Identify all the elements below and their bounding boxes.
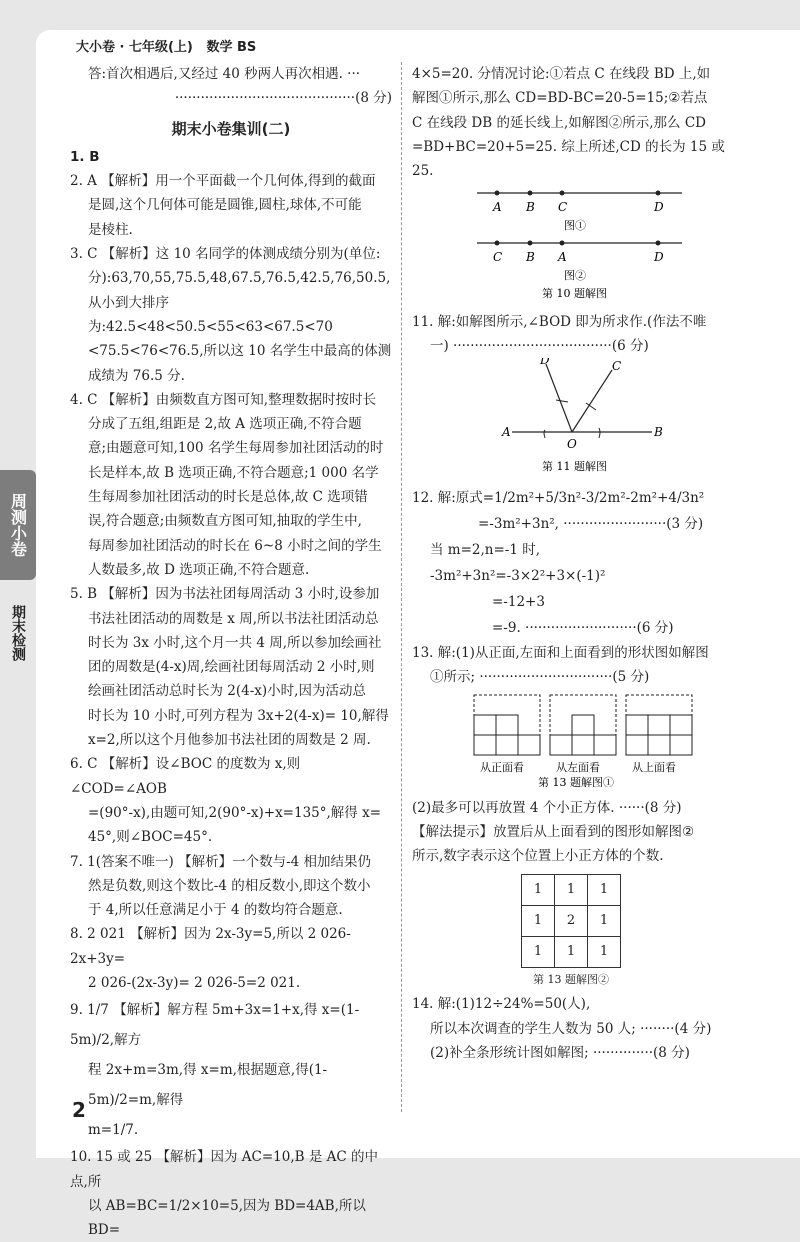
q5 [70, 582, 392, 752]
fig11-label-o: O [567, 437, 577, 452]
q12 [412, 485, 730, 641]
side-tab [0, 470, 36, 680]
fig10-label: D [654, 250, 664, 265]
q4-line: 长是样本,故 B 选项正确,不符合题意;1 000 名学 [88, 464, 379, 481]
q14-line: (2)补全条形统计图如解图; ··············(8 分) [430, 1045, 690, 1062]
q12-line: 12. 解:原式=1/2m²+5/3n²-3/2m²-2m²+4/3n² [412, 489, 705, 506]
fig13a-label-front: 从正面看 [480, 761, 524, 775]
q14-line: 所以本次调查的学生人数为 50 人; ········(4 分) [430, 1020, 712, 1037]
q3-line: 分):63,70,55,75.5,48,67.5,76.5,42.5,76,50.5, [88, 270, 391, 287]
q7-line: 7. 1(答案不唯一) 【解析】一个数与-4 相加结果仍 [70, 853, 372, 870]
grid-cell: 1 [522, 875, 555, 906]
q5-line: 时长为 10 小时,可列方程为 3x+2(4-x)= 10,解得 [88, 707, 389, 724]
q5-line: 绘画社团活动总时长为 2(4-x)小时,因为活动总 [88, 683, 366, 700]
q3-line: 3. C 【解析】这 10 名同学的体测成绩分别为(单位: [70, 246, 381, 263]
q9-line: m=1/7. [88, 1122, 139, 1139]
fig10-label: B [526, 250, 535, 265]
q10-continued [412, 62, 730, 183]
q5-line: 书法社团活动的周数是 x 周,所以书法社团活动总 [88, 610, 379, 627]
fig11-label-c: C [612, 359, 622, 374]
fig10-label: A [493, 200, 502, 215]
fig11-arc [599, 428, 600, 438]
q3 [70, 242, 392, 388]
fig10-point [560, 191, 565, 196]
q4-line: 分成了五组,组距是 2,故 A 选项正确,不符合题 [88, 416, 362, 433]
q13b-hint: 【解法提示】放置后从上面看到的图形如解图② [412, 823, 695, 840]
q9 [70, 995, 392, 1145]
grid-cell: 1 [588, 906, 621, 937]
q4 [70, 388, 392, 582]
fig10-sub2: 图② [564, 269, 586, 283]
fig10-label: B [526, 200, 535, 215]
view-left [550, 695, 616, 755]
fig11-arc [544, 430, 545, 438]
fig10-point [495, 241, 500, 246]
header-title: 大小卷 · 七年级(上) [76, 40, 193, 55]
q3-line: <75.5<76<76.5,所以这 10 名学生中最高的体测 [88, 343, 392, 360]
q3-line: 从小到大排序为:42.5<48<50.5<55<63<67.5<70 [88, 294, 333, 335]
section-title: 期末小卷集训(二) [171, 119, 291, 138]
q13-line: 13. 解:(1)从正面,左面和上面看到的形状图如解图 [412, 644, 709, 661]
q8-line: 8. 2 021 【解析】因为 2x-3y=5,所以 2 026-2x+3y= [70, 926, 351, 967]
fig10-point [528, 191, 533, 196]
q5-line: 5. B 【解析】因为书法社团每周活动 3 小时,设参加 [70, 586, 380, 603]
answer-score: ··········································(8 分) [174, 90, 392, 107]
fig10-label: D [654, 200, 664, 215]
q4-line: 生每周参加社团活动的时长是总体,故 C 选项错 [88, 489, 368, 506]
q5-line: 团的周数是(4-x)周,绘画社团每周活动 2 小时,则 [88, 659, 375, 676]
fig13a-label-left: 从左面看 [556, 761, 600, 775]
q5-line: x=2,所以这个月他参加书法社团的周数是 2 周. [88, 732, 371, 749]
grid-cell: 1 [522, 937, 555, 968]
grid-cell: 2 [555, 906, 588, 937]
fig10-point [560, 241, 565, 246]
fig10-caption: 第 10 题解图 [542, 287, 607, 301]
q13b-line: (2)最多可以再放置 4 个小正方体. ······(8 分) [412, 799, 682, 816]
q4-line: 误,符合题意;由频数直方图可知,抽取的学生中, [88, 513, 362, 530]
grid-cell: 1 [588, 875, 621, 906]
left-column [70, 62, 392, 1242]
answer-line: 答:首次相遇后,又经过 40 秒两人再次相遇. ··· [88, 66, 361, 82]
q10c-line: 25. [412, 163, 434, 180]
q12-line: -3m²+3n²=-3×2²+3×(-1)² [430, 567, 606, 584]
q14-line: 14. 解:(1)12÷24%=50(人), [412, 996, 591, 1013]
q2-line: 2. A 【解析】用一个平面截一个几何体,得到的截面 [70, 173, 376, 190]
q6-line: 6. C 【解析】设∠BOC 的度数为 x,则∠COD=∠AOB [70, 756, 301, 797]
q13-line: ①所示; ·······························(5 分) [430, 668, 650, 685]
q14 [412, 992, 730, 1065]
page-number: 2 [72, 1098, 86, 1122]
q1: 1. B [70, 148, 100, 165]
q9-line: 程 2x+m=3m,得 x=m,根据题意,得(1-5m)/2=m,解得 [88, 1062, 328, 1109]
fig10-point [656, 191, 661, 196]
q13 [412, 641, 730, 690]
fig13a-caption: 第 13 题解图① [538, 776, 614, 788]
q6-line: =(90°-x),由题可知,2(90°-x)+x=135°,解得 x= [88, 804, 382, 821]
fig10-point [656, 241, 661, 246]
fig11-ray-oc [572, 370, 612, 432]
fig11-label-d: D [540, 358, 550, 368]
q2 [70, 169, 392, 242]
view-front [474, 695, 540, 755]
side-tab-final: 期末检测 [10, 605, 26, 661]
q10c-line: 4×5=20. 分情况讨论:①若点 C 在线段 BD 上,如 [412, 66, 711, 82]
count-grid [521, 874, 621, 968]
q7 [70, 850, 392, 923]
q10-line: 10. 15 或 25 【解析】因为 AC=10,B 是 AC 的中点,所 [70, 1149, 379, 1190]
grid-cell: 1 [522, 906, 555, 937]
q4-line: 4. C 【解析】由频数直方图可知,整理数据时按时长 [70, 391, 377, 408]
q13b [412, 796, 730, 869]
header-subject: 数学 BS [206, 40, 257, 55]
right-column [412, 62, 730, 1065]
q10c-line: =BD+BC=20+5=25. 综上所述,CD 的长为 15 或 [412, 138, 725, 155]
q8 [70, 922, 392, 995]
q12-line: =-3m²+3n², ························(3 分) [478, 515, 704, 532]
figure-10 [412, 183, 730, 301]
fig10-label: A [558, 250, 567, 265]
q7-line: 然是负数,则这个数比-4 的相反数小,即这个数小 [88, 877, 371, 894]
q5-line: 时长为 3x 小时,这个月一共 4 周,所以参加绘画社 [88, 634, 382, 651]
fig10-point [528, 241, 533, 246]
fig11-arc [556, 400, 568, 402]
q11 [412, 310, 730, 359]
grid-cell: 1 [555, 875, 588, 906]
q10c-line: C 在线段 DB 的延长线上,如解图②所示,那么 CD [412, 114, 706, 131]
column-divider [401, 62, 402, 1112]
q11-line: 11. 解:如解图所示,∠BOD 即为所求作.(作法不唯 [412, 313, 707, 330]
figure-13b [412, 874, 730, 988]
q12-line: =-9. ··························(6 分) [492, 619, 674, 636]
q7-line: 于 4,所以任意满足小于 4 的数均符合题意. [88, 902, 343, 919]
grid-cell: 1 [555, 937, 588, 968]
fig10-label: C [493, 250, 503, 265]
q2-line: 是圆,这个几何体可能是圆锥,圆柱,球体,不可能 [88, 197, 362, 214]
view-top [626, 695, 692, 755]
q9-line: 9. 1/7 【解析】解方程 5m+3x=1+x,得 x=(1-5m)/2,解方 [70, 1002, 360, 1049]
grid-cell: 1 [588, 937, 621, 968]
q10 [70, 1145, 392, 1242]
fig11-ray-od [546, 364, 572, 432]
q6 [70, 752, 392, 849]
q13b-line: 所示,数字表示这个位置上小正方体的个数. [412, 848, 664, 865]
q3-line: 成绩为 76.5 分. [88, 367, 185, 384]
fig10-sub1: 图① [564, 219, 586, 233]
q4-line: 意;由题意可知,100 名学生每周参加社团活动的时 [88, 440, 384, 457]
side-tab-weekly: 周测小卷 [0, 470, 36, 580]
q4-line: 人数最多,故 D 选项正确,不符合题意. [88, 561, 310, 578]
fig13a-label-top: 从上面看 [632, 761, 676, 775]
q12-line: 当 m=2,n=-1 时, [430, 541, 541, 558]
fig13b-caption: 第 13 题解图② [533, 973, 609, 987]
q11-line: 一) ·····································(6 分) [430, 338, 649, 355]
fig11-caption: 第 11 题解图 [542, 460, 607, 474]
q10c-line: 解图①所示,那么 CD=BD-BC=20-5=15;②若点 [412, 90, 708, 107]
q8-line: 2 026-(2x-3y)= 2 026-5=2 021. [88, 974, 301, 991]
q4-line: 每周参加社团活动的时长在 6~8 小时之间的学生 [88, 537, 382, 554]
fig10-label: C [558, 200, 568, 215]
fig10-point [495, 191, 500, 196]
q10-line: 以 AB=BC=1/2×10=5,因为 BD=4AB,所以 BD= [88, 1197, 366, 1239]
q12-line: =-12+3 [492, 593, 545, 610]
figure-11 [412, 358, 730, 476]
q2-line: 是棱柱. [88, 221, 133, 238]
q6-line: 45°,则∠BOC=45°. [88, 829, 213, 846]
fig11-label-a: A [502, 425, 511, 440]
figure-13a [412, 689, 730, 787]
fig11-label-b: B [654, 425, 663, 440]
page-header [76, 36, 256, 55]
